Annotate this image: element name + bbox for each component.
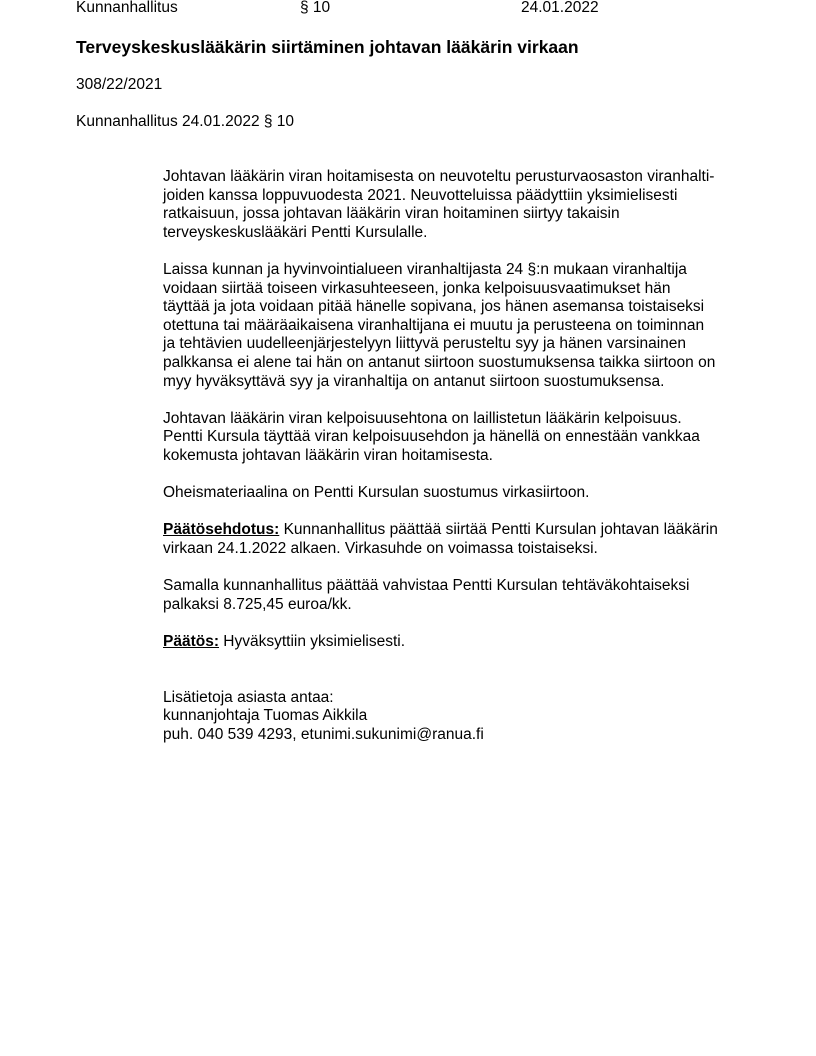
text-line: Pentti Kursula täyttää viran kelpoisuusehdon ja hänellä on ennestään vankkaa: [163, 428, 700, 446]
salary-paragraph: [163, 577, 763, 614]
decision: [163, 633, 763, 652]
spacer: [163, 670, 763, 689]
text-line: Laissa kunnan ja hyvinvointialueen viranhaltijasta 24 §:n mukaan viranhaltija: [163, 260, 687, 278]
text-line: palkaksi 8.725,45 euroa/kk.: [163, 595, 352, 613]
text-line: Johtavan lääkärin viran kelpoisuusehtona on laillistetun lääkärin kelpoisuus.: [163, 409, 682, 427]
proposal-text: Kunnanhallitus päättää siirtää Pentti Kursulan johtavan lääkärin: [279, 521, 718, 539]
header-section: § 10: [300, 0, 331, 16]
text-line: ratkaisuun, jossa johtavan lääkärin viran hoitaminen siirtyy takaisin: [163, 205, 620, 223]
text-line: Lisätietoja asiasta antaa:: [163, 688, 334, 706]
document-title: Terveyskeskuslääkärin siirtäminen johtavan lääkärin virkaan: [76, 37, 579, 57]
contact-info: [163, 689, 763, 745]
text-line: terveyskeskuslääkäri Pentti Kursulalle.: [163, 223, 428, 241]
text-line: Oheismateriaalina on Pentti Kursulan suostumus virkasiirtoon.: [163, 484, 590, 502]
case-number: 308/22/2021: [76, 76, 163, 93]
proposal: [163, 521, 763, 558]
text-line: otettuna tai määräaikaisena viranhaltijana ei muutu ja perusteena on toiminnan: [163, 316, 705, 334]
decision-text: Hyväksyttiin yksimielisesti.: [219, 632, 406, 650]
document-body: [163, 168, 763, 763]
decision-line: [163, 633, 763, 652]
text-line: joiden kanssa loppuvuodesta 2021. Neuvotteluissa päädyttiin yksimielisesti: [163, 186, 678, 204]
header-body: Kunnanhallitus: [76, 0, 178, 16]
paragraph-background: [163, 168, 763, 242]
paragraph-qualification: [163, 410, 763, 466]
decision-label: Päätös:: [163, 632, 219, 650]
text-line: ja tehtävien uudelleenjärjestelyyn liittyvä perusteltu syy ja hänen varsinainen: [163, 335, 687, 353]
text-line: Johtavan lääkärin viran hoitamisesta on neuvoteltu perusturvaosaston viranhalti-: [163, 168, 715, 185]
text-line: palkkansa ei alene tai hän on antanut siirtoon suostumuksensa taikka siirtoon on: [163, 353, 716, 371]
text-line: virkaan 24.1.2022 alkaen. Virkasuhde on voimassa toistaiseksi.: [163, 539, 598, 557]
text-line: kokemusta johtavan lääkärin viran hoitamisesta.: [163, 446, 493, 464]
text-line: myy hyväksyttävä syy ja viranhaltija on antanut siirtoon suostumuksensa.: [163, 372, 665, 390]
text-line: Samalla kunnanhallitus päättää vahvistaa Pentti Kursulan tehtäväkohtaiseksi: [163, 577, 690, 595]
paragraph-legal-basis: [163, 261, 763, 391]
header-date: 24.01.2022: [521, 0, 599, 16]
paragraph-attachment: [163, 484, 763, 503]
text-line: puh. 040 539 4293, etunimi.sukunimi@ranua.fi: [163, 725, 484, 743]
proposal-line: [163, 521, 763, 540]
text-line: täyttää ja jota voidaan pitää hänelle sopivana, jos hänen asemansa toistaiseksi: [163, 298, 705, 316]
meeting-reference: Kunnanhallitus 24.01.2022 § 10: [76, 113, 295, 130]
proposal-label: Päätösehdotus:: [163, 521, 280, 539]
text-line: voidaan siirtää toiseen virkasuhteeseen, jonka kelpoisuusvaatimukset hän: [163, 279, 671, 297]
text-line: kunnanjohtaja Tuomas Aikkila: [163, 707, 368, 725]
